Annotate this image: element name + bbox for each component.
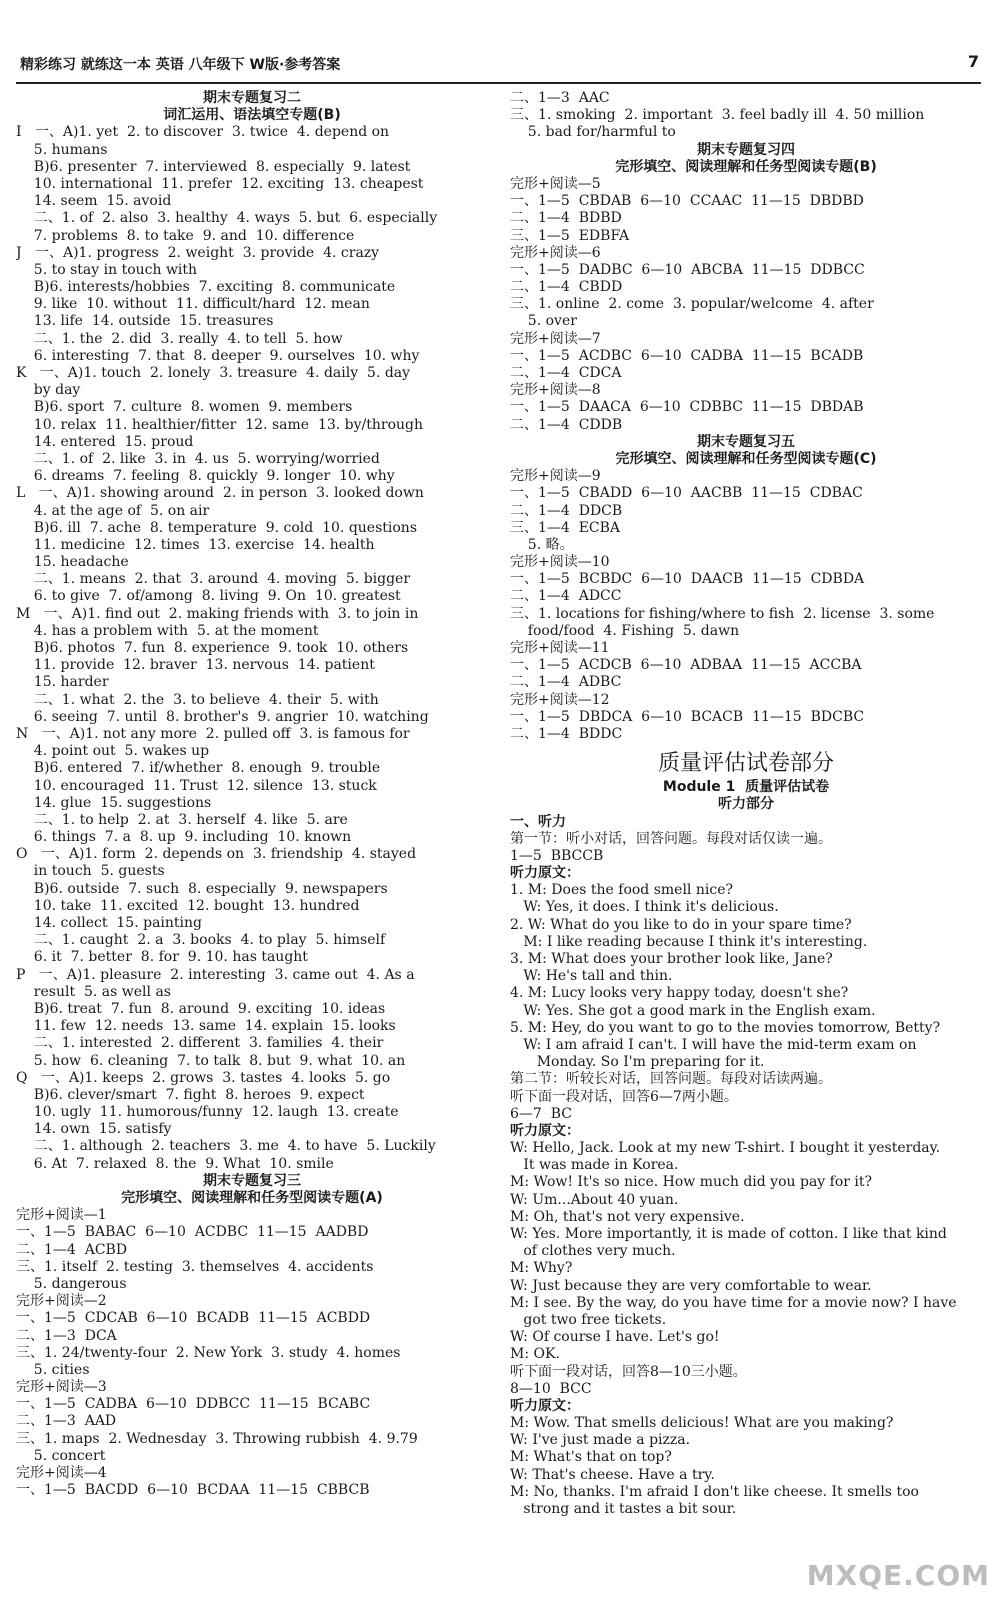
left-line: B)6. photos 7. fun 8. experience 9. took 10. others [16, 640, 409, 656]
left-line: 完形+阅读—3 [16, 1379, 107, 1396]
right-line: 一、听力 [510, 813, 566, 830]
left-line: 6. dreams 7. feeling 8. quickly 9. longer 10. why [16, 468, 395, 485]
right-line: 听下面一段对话，回答8—10三小题。 [510, 1363, 747, 1380]
right-column [510, 90, 982, 1518]
right-line: W: Just because they are very comfortable to wear. [510, 1277, 872, 1294]
left-line: 二、1. to help 2. at 3. herself 4. like 5. are [16, 811, 348, 828]
left-line: B)6. presenter 7. interviewed 8. especially 9. latest [16, 158, 411, 175]
right-line: 二、1—3 AAC [510, 90, 610, 106]
right-line: 完形+阅读—8 [510, 382, 601, 399]
header-title: 精彩练习 就练这一本 英语 八年级下 W版·参考答案 [20, 57, 341, 73]
right-line: 听下面一段对话，回答6—7两小题。 [510, 1088, 738, 1105]
left-line: 14. own 15. satisfy [16, 1121, 172, 1138]
left-line: 6. At 7. relaxed 8. the 9. What 10. smile [16, 1155, 334, 1172]
left-line: 14. collect 15. painting [16, 915, 202, 931]
right-line: W: He's tall and thin. [510, 968, 673, 985]
right-line: W: Yes. More importantly, it is made of cotton. I like that kind [510, 1226, 947, 1242]
right-line: 3. M: What does your brother look like, Jane? [510, 951, 833, 967]
left-line: 二、1—3 AAD [16, 1413, 117, 1430]
left-line: L 一、A)1. showing around 2. in person 3. looked down [16, 485, 424, 502]
left-line: 一、1—5 BABAC 6—10 ACDBC 11—15 AADBD [16, 1224, 369, 1241]
left-line: 5. cities [16, 1361, 90, 1378]
right-line: W: Of course I have. Let's go! [510, 1329, 720, 1346]
left-line: 11. medicine 12. times 13. exercise 14. health [16, 536, 375, 553]
right-line: 一、1—5 CBADD 6—10 AACBB 11—15 CDBAC [510, 485, 863, 502]
right-line: W: Yes. She got a good mark in the English exam. [510, 1002, 876, 1019]
left-line: 6. interesting 7. that 8. deeper 9. ourselves 10. why [16, 347, 420, 364]
left-line: 期末专题复习二 [203, 90, 301, 106]
left-line: 5. dangerous [16, 1275, 127, 1292]
left-line: 5. concert [16, 1447, 106, 1464]
right-line: 完形+阅读—12 [510, 691, 610, 708]
right-line: 6—7 BC [510, 1105, 572, 1122]
left-line: 一、1—5 BACDD 6—10 BCDAA 11—15 CBBCB [16, 1482, 370, 1499]
right-line: 二、1—4 ADBC [510, 674, 622, 691]
left-line: 一、1—5 CDCAB 6—10 BCADB 11—15 ACBDD [16, 1310, 371, 1327]
right-line: 期末专题复习四 [697, 141, 795, 158]
right-line: 三、1. smoking 2. important 3. feel badly ill 4. 50 million [510, 107, 925, 124]
left-line: 14. seem 15. avoid [16, 193, 172, 210]
right-line: W: I've just made a pizza. [510, 1432, 691, 1449]
right-line: M: Oh, that's not very expensive. [510, 1208, 745, 1225]
left-line: I 一、A)1. yet 2. to discover 3. twice 4. depend on [16, 124, 390, 141]
right-line: 听力原文： [510, 865, 580, 882]
left-line: 三、1. maps 2. Wednesday 3. Throwing rubbish 4. 9.79 [16, 1430, 418, 1447]
left-line: 完形填空、阅读理解和任务型阅读专题(A) [121, 1190, 383, 1206]
left-line: 完形+阅读—4 [16, 1465, 107, 1481]
left-line: 9. like 10. without 11. difficult/hard 12. mean [16, 296, 370, 313]
left-line: M 一、A)1. find out 2. making friends with 3. to join in [16, 605, 419, 622]
right-line: 1—5 BBCCB [510, 847, 604, 864]
right-line: 二、1—4 CDCA [510, 365, 622, 381]
right-line: 完形填空、阅读理解和任务型阅读专题(B) [615, 158, 877, 175]
right-line: 5. over [510, 313, 577, 330]
right-line: 二、1—4 ADCC [510, 588, 622, 605]
left-line: 6. things 7. a 8. up 9. including 10. known [16, 829, 352, 846]
right-line: M: I like reading because I think it's interesting. [510, 933, 868, 950]
right-line: 听力原文： [510, 1397, 580, 1414]
right-line: 质量评估试卷部分 [657, 751, 834, 777]
left-line: 7. problems 8. to take 9. and 10. difference [16, 227, 355, 244]
right-line: 1. M: Does the food smell nice? [510, 882, 733, 899]
left-line: result 5. as well as [16, 983, 171, 1000]
right-line: 听力部分 [718, 796, 774, 813]
left-line: 5. to stay in touch with [16, 261, 198, 278]
right-line: 一、1—5 ACDBC 6—10 CADBA 11—15 BCADB [510, 347, 864, 364]
left-line: 4. has a problem with 5. at the moment [16, 622, 319, 639]
left-line: 二、1. of 2. also 3. healthy 4. ways 5. but 6. especially [16, 210, 438, 227]
left-line: 15. headache [16, 554, 129, 571]
right-line: Module 1 质量评估试卷 [662, 779, 830, 796]
right-line: 完形+阅读—6 [510, 244, 601, 261]
right-line: 一、1—5 ACDCB 6—10 ADBAA 11—15 ACCBA [510, 657, 862, 674]
right-line: 二、1—4 CDDB [510, 416, 623, 433]
right-line: M: What's that on top? [510, 1449, 672, 1466]
left-line: 6. to give 7. of/among 8. living 9. On 10. greatest [16, 588, 401, 605]
right-line: M: Wow! It's so nice. How much did you pay for it? [510, 1174, 873, 1191]
right-line: 完形+阅读—5 [510, 175, 601, 192]
watermark: MXQE.COM [806, 1559, 990, 1592]
right-line: M: I see. By the way, do you have time for a movie now? I have [510, 1294, 957, 1311]
left-line: 10. international 11. prefer 12. exciting 13. cheapest [16, 175, 424, 192]
right-line: M: No, thanks. I'm afraid I don't like cheese. It smells too [510, 1483, 919, 1500]
left-line: 三、1. itself 2. testing 3. themselves 4. accidents [16, 1258, 374, 1275]
right-line: 一、1—5 CBDAB 6—10 CCAAC 11—15 DBDBD [510, 193, 864, 210]
left-line: B)6. entered 7. if/whether 8. enough 9. trouble [16, 760, 381, 777]
right-line: 第一节：听小对话，回答问题。每段对话仅读一遍。 [510, 830, 832, 847]
left-line: 二、1. what 2. the 3. to believe 4. their 5. with [16, 691, 379, 708]
left-line: J 一、A)1. progress 2. weight 3. provide 4. crazy [16, 244, 380, 261]
left-line: O 一、A)1. form 2. depends on 3. friendship 4. stayed [16, 846, 417, 863]
left-line: 4. at the age of 5. on air [16, 502, 210, 519]
right-line: 5. M: Hey, do you want to go to the movies tomorrow, Betty? [510, 1019, 941, 1036]
right-line: strong and it tastes a bit sour. [510, 1501, 737, 1517]
left-line: P 一、A)1. pleasure 2. interesting 3. came out 4. As a [16, 966, 415, 983]
left-line: 二、1. of 2. like 3. in 4. us 5. worrying/worried [16, 450, 380, 467]
left-line: 11. few 12. needs 13. same 14. explain 15. looks [16, 1018, 396, 1035]
right-line: 一、1—5 DBDCA 6—10 BCACB 11—15 BDCBC [510, 708, 865, 725]
left-line: 二、1. the 2. did 3. really 4. to tell 5. how [16, 330, 343, 347]
left-line: 14. glue 15. suggestions [16, 794, 212, 811]
left-line: B)6. treat 7. fun 8. around 9. exciting 10. ideas [16, 1000, 386, 1017]
right-line: 第二节：听较长对话，回答问题。每段对话读两遍。 [510, 1071, 832, 1088]
right-line: food/food 4. Fishing 5. dawn [510, 622, 740, 639]
left-line: 二、1—4 ACBD [16, 1241, 128, 1258]
right-line: 听力原文： [510, 1122, 580, 1139]
right-line: Monday. So I'm preparing for it. [510, 1054, 765, 1071]
left-line: 6. seeing 7. until 8. brother's 9. angrier 10. watching [16, 708, 429, 725]
right-line: M: Wow. That smells delicious! What are you making? [510, 1415, 894, 1432]
left-line: 一、1—5 CADBA 6—10 DDBCC 11—15 BCABC [16, 1396, 371, 1413]
right-line: M: OK. [510, 1346, 560, 1363]
left-line: N 一、A)1. not any more 2. pulled off 3. is famous for [16, 725, 410, 742]
right-line: 三、1. locations for fishing/where to fish 2. license 3. some [510, 605, 935, 622]
left-line: 5. how 6. cleaning 7. to talk 8. but 9. what 10. an [16, 1052, 406, 1069]
right-line: 二、1—4 BDBD [510, 210, 622, 227]
left-line: 10. ugly 11. humorous/funny 12. laugh 13. create [16, 1104, 399, 1121]
right-line: W: Hello, Jack. Look at my new T-shirt. I bought it yesterday. [510, 1140, 941, 1157]
right-line: 二、1—4 CBDD [510, 279, 623, 296]
left-line: K 一、A)1. touch 2. lonely 3. treasure 4. daily 5. day [16, 365, 411, 381]
right-line: 二、1—4 DDCB [510, 502, 623, 519]
right-line: 完形+阅读—10 [510, 554, 610, 571]
left-line: in touch 5. guests [16, 863, 165, 880]
left-line: 二、1. interested 2. different 3. families 4. their [16, 1035, 384, 1052]
left-line: 完形+阅读—2 [16, 1293, 107, 1310]
right-line: 8—10 BCC [510, 1380, 592, 1397]
left-line: B)6. outside 7. such 8. especially 9. newspapers [16, 880, 388, 897]
right-line: W: That's cheese. Have a try. [510, 1466, 715, 1483]
left-line: 10. encouraged 11. Trust 12. silence 13. stuck [16, 777, 377, 794]
left-line: 词汇运用、语法填空专题(B) [163, 107, 341, 124]
left-line: 期末专题复习三 [203, 1172, 301, 1189]
right-line: 完形+阅读—7 [510, 330, 601, 347]
right-line: W: I am afraid I can't. I will have the mid-term exam on [510, 1036, 917, 1053]
left-line: 5. humans [16, 141, 108, 158]
right-line: of clothes very much. [510, 1243, 676, 1260]
left-line: 10. relax 11. healthier/fitter 12. same 13. by/through [16, 416, 424, 433]
right-line: M: Why? [510, 1260, 573, 1277]
right-line: 5. bad for/harmful to [510, 124, 676, 141]
right-line: W: Um...About 40 yuan. [510, 1191, 679, 1208]
right-line: 三、1—4 ECBA [510, 519, 621, 536]
right-line: 2. W: What do you like to do in your spare time? [510, 916, 852, 933]
page-number: 7 [967, 52, 979, 71]
left-column [16, 90, 488, 1499]
left-line: Q 一、A)1. keeps 2. grows 3. tastes 4. looks 5. go [16, 1069, 391, 1086]
left-line: 13. life 14. outside 15. treasures [16, 313, 274, 330]
right-line: 三、1—5 EDBFA [510, 227, 630, 244]
right-line: 二、1—4 BDDC [510, 725, 623, 742]
left-line: 11. provide 12. braver 13. nervous 14. patient [16, 657, 375, 674]
left-line: 15. harder [16, 674, 109, 691]
right-line: 5. 略。 [510, 536, 574, 553]
right-line: W: Yes, it does. I think it's delicious. [510, 899, 779, 916]
left-line: 完形+阅读—1 [16, 1207, 107, 1224]
left-line: 14. entered 15. proud [16, 433, 194, 450]
right-line: 完形+阅读—9 [510, 468, 601, 485]
page-header [16, 50, 981, 84]
left-line: B)6. clever/smart 7. fight 8. heroes 9. expect [16, 1086, 365, 1103]
left-line: 二、1. means 2. that 3. around 4. moving 5. bigger [16, 571, 411, 588]
left-line: 6. it 7. better 8. for 9. 10. has taught [16, 949, 308, 966]
left-line: B)6. ill 7. ache 8. temperature 9. cold 10. questions [16, 519, 418, 536]
right-line: 期末专题复习五 [697, 433, 795, 450]
right-line: 一、1—5 DADBC 6—10 ABCBA 11—15 DDBCC [510, 261, 865, 278]
right-line: 4. M: Lucy looks very happy today, doesn't she? [510, 985, 849, 1002]
left-line: 二、1—3 DCA [16, 1327, 117, 1344]
left-line: B)6. sport 7. culture 8. women 9. members [16, 399, 353, 416]
right-line: got two free tickets. [510, 1311, 667, 1328]
left-line: 二、1. caught 2. a 3. books 4. to play 5. himself [16, 932, 386, 949]
left-line: B)6. interests/hobbies 7. exciting 8. communicate [16, 279, 396, 296]
left-line: 4. point out 5. wakes up [16, 743, 210, 760]
left-line: by day [16, 382, 81, 399]
right-line: It was made in Korea. [510, 1157, 679, 1174]
left-line: 二、1. although 2. teachers 3. me 4. to have 5. Luckily [16, 1138, 436, 1155]
right-line: 三、1. online 2. come 3. popular/welcome 4. after [510, 296, 874, 313]
right-line: 一、1—5 DAACA 6—10 CDBBC 11—15 DBDAB [510, 399, 864, 416]
left-line: 三、1. 24/twenty-four 2. New York 3. study 4. homes [16, 1344, 401, 1361]
left-line: 10. take 11. excited 12. bought 13. hundred [16, 897, 360, 914]
right-line: 完形+阅读—11 [510, 640, 610, 656]
right-line: 一、1—5 BCBDC 6—10 DAACB 11—15 CDBDA [510, 571, 865, 588]
right-line: 完形填空、阅读理解和任务型阅读专题(C) [615, 450, 877, 467]
